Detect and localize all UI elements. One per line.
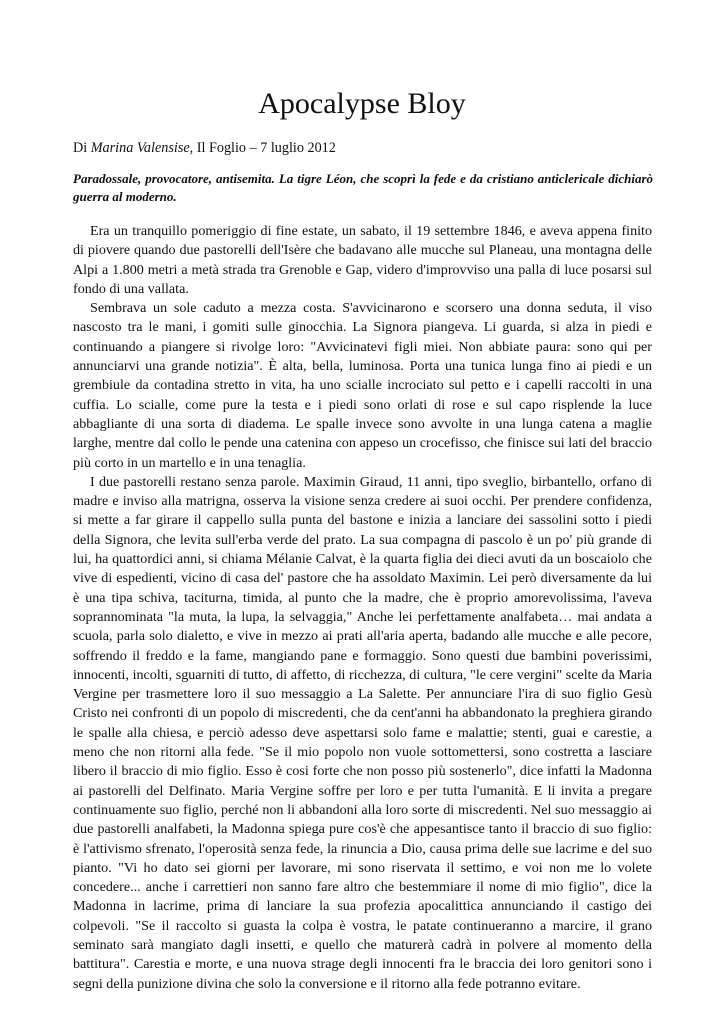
paragraph-1: Era un tranquillo pomeriggio di fine estate, un sabato, il 19 settembre 1846, e aveva appena finito di piovere quando due pastorelli dell'Isère che badavano alle mucche sul Planeau, una montagna delle Alpi a 1.800 metri a metà strada tra Grenoble e Gap, videro d'improvviso una palla di luce posarsi sul fondo di una vallata. [73,223,652,297]
byline [73,138,653,158]
article-body [73,222,652,994]
paragraph-2: Sembrava un sole caduto a mezza costa. S'avvicinarono e scorsero una donna seduta, il viso nascosto tra le mani, i gomiti sulle ginocchia. La Signora piangeva. Li guarda, si alza in piedi e continuando a piangere si rivolge loro: "Avvicinatevi figli miei. Non abbiate paura: sono qui per annunciarvi una grande notizia". È alta, bella, luminosa. Porta una tunica lunga fino ai piedi e un grembiule da contadina stretto in vita, ha uno scialle incrociato sul petto e i capelli raccolti in una cuffia. Lo scialle, come pure la testa e i piedi sono orlati di rose e sul capo risplende la luce abbagliante di una sorta di diadema. Le spalle invece sono avvolte in una lunga catena a maglie larghe, mentre dal collo le pende una catenina con appeso un crocefisso, che finisce sui lati del braccio più corto in un martello e in una tenaglia. [73,300,652,471]
article-title: Apocalypse Bloy [258,87,466,120]
byline-source: Il Foglio – 7 luglio 2012 [193,140,336,156]
byline-author: Marina Valensise, [90,140,194,156]
byline-prefix: Di [73,140,91,156]
article-subtitle: Paradossale, provocatore, antisemita. La tigre Léon, che scoprì la fede e da cristiano anticlericale dichiarò guerra al moderno. [73,171,653,204]
paragraph-3: I due pastorelli restano senza parole. Maximin Giraud, 11 anni, tipo sveglio, birbantello, orfano di madre e inviso alla matrigna, osserva la visione senza credere ai suoi occhi. Per prendere confidenza, si mette a far girare il cappello sulla punta del bastone e inizia a lanciare dei sassolini sotto i piedi della Signora, che levita sull'erba verde del prato. La sua compagna di pascolo è un po' più grande di lui, ha quattordici anni, si chiama Mélanie Calvat, è la quarta figlia dei dieci avuti da un boscaiolo che vive di espedienti, vicino di casa del' pastore che ha assoldato Maximin. Lei però diversamente da lui è una tipa schiva, taciturna, timida, al punto che la madre, che è proprio amorevolissima, l'aveva soprannominata "la muta, la lupa, la selvaggia," Anche lei perfettamente analfabeta… mai andata a scuola, parla solo dialetto, e vive in mezzo ai prati all'aria aperta, badando alle mucche e alle pecore, soffrendo il freddo e la fame, mangiando pane e formaggio. Sono questi due bambini poverissimi, innocenti, incolti, sguarniti di tutto, di affetto, di ricchezza, di cultura, "le cere vergini" scelte da Maria Vergine per trasmettere loro il suo messaggio a La Salette. Per annunciare l'ira di suo figlio Gesù Cristo nei confronti di un popolo di miscredenti, che da cent'anni ha abbandonato la preghiera girando le spalle alla chiesa, e perciò adesso deve aspettarsi solo fame e malattie; stenti, guai e carestie, a meno che non ritorni alla fede. "Se il mio popolo non vuole sottomettersi, sono costretta a lasciare libero il braccio di mio figlio. Esso è cosi forte che non posso più sostenerlo", dice infatti la Madonna ai pastorelli del Delfinato. Maria Vergine soffre per loro e per tutta l'umanità. E li invita a pregare continuamente suo figlio, perché non li abbandoni alla loro sorte di miscredenti. Nel suo messaggio ai due pastorelli analfabeti, la Madonna spiega pure cos'è che appesantisce tanto il braccio di suo figlio: è l'attivismo sfrenato, l'operosità senza fede, la rinuncia a Dio, causa prima delle sue lacrime e del suo pianto. "Vi ho dato sei giorni per lavorare, mi sono riservata il settimo, e voi non me lo volete concedere... anche i carrettieri non sanno fare altro che bestemmiare il nome di mio figlio", dice la Madonna in lacrime, prima di lanciare la sua profezia apocalittica annunciando il castigo dei colpevoli. "Se il raccolto si guasta la colpa è vostra, le patate continueranno a marcire, il grano seminato sarà mangiato dagli insetti, e quello che maturerà cadrà in polvere al momento della battitura". Carestia e morte, e una nuova strage degli innocenti fra le braccia dei loro genitori sono i segni della punizione divina che solo la conversione e il ritorno alla fede potranno evitare. [73,473,652,992]
